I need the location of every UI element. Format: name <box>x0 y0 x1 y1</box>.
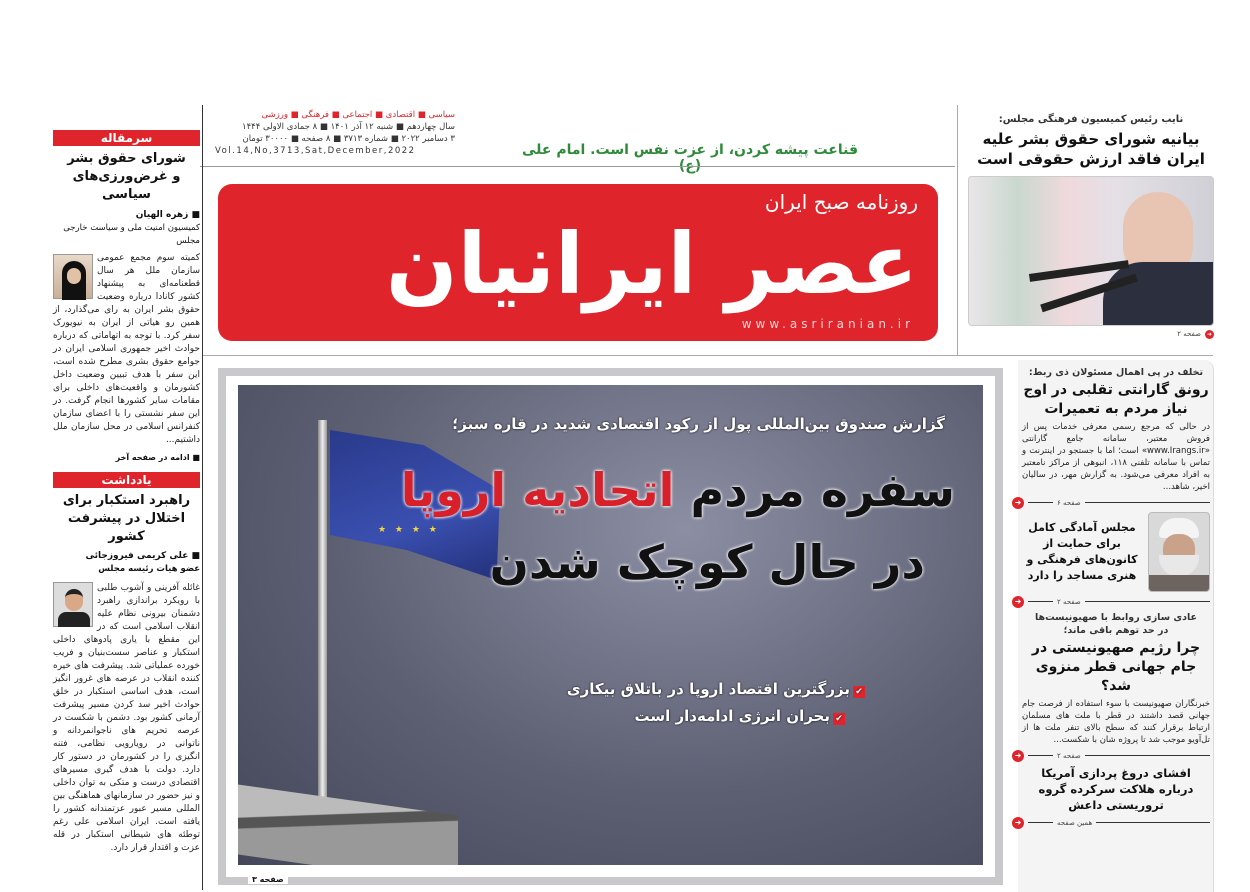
column-divider <box>957 105 958 355</box>
bullet-item: ✔بزرگترین اقتصاد اروپا در باتلاق بیکاری <box>567 676 865 703</box>
author-photo <box>53 254 93 299</box>
section-rule <box>203 355 1213 356</box>
speaker-photo[interactable] <box>968 176 1214 326</box>
story5-page-ref[interactable]: ➜ همین صفحه <box>1012 816 1210 829</box>
main-kicker: گزارش صندوق بین‌المللی پول از رکود اقتصادی شدید در قاره سبز؛ <box>452 415 945 433</box>
newspaper-logo <box>218 184 938 341</box>
main-photo-frame <box>218 368 1003 885</box>
arrow-icon: ➜ <box>1012 596 1024 608</box>
note-author-role: عضو هیات رئیسه مجلس <box>98 564 200 575</box>
arrow-icon: ➜ <box>1206 330 1213 338</box>
logo-tagline: روزنامه صبح ایران <box>764 190 918 214</box>
opinion-note <box>53 472 200 856</box>
top-story-title[interactable]: بیانیه شورای حقوق بشر علیه ایران فاقد ارزش حقوقی است <box>977 130 1205 169</box>
story-isis <box>1012 765 1210 813</box>
editorial-label: سرمقاله <box>53 130 200 146</box>
main-headline-line2[interactable]: در حال کوچک شدن <box>489 535 925 589</box>
editorial <box>53 130 200 464</box>
headline-part1: سفره مردم <box>674 463 955 517</box>
story2-kicker: تخلف در پی اهمال مسئولان ذی ربط: <box>1028 367 1204 378</box>
story-guarantee <box>1012 366 1210 493</box>
right-top-story <box>968 114 1214 341</box>
check-icon: ✔ <box>833 713 845 725</box>
arrow-icon: ➜ <box>1012 817 1024 829</box>
story5-title[interactable]: افشای دروغ پردازی آمریکا درباره هلاکت سرکرده گروه تروریستی داعش <box>1038 766 1194 812</box>
main-headline[interactable] <box>401 460 955 520</box>
story2-page-ref[interactable]: ➜ صفحه ۶ <box>1012 496 1210 509</box>
bullet-item: ✔بحران انرژی ادامه‌دار است <box>567 703 865 730</box>
author-photo <box>53 582 93 627</box>
headline-highlight: اتحادیه اروپا <box>400 463 675 517</box>
top-story-page-ref[interactable]: ➜ صفحه ۲ <box>1177 330 1213 338</box>
column-divider <box>202 105 203 890</box>
story4-page-ref[interactable]: ➜ صفحه ۲ <box>1012 749 1210 762</box>
building-edge <box>238 785 458 865</box>
story-mosques <box>1012 512 1210 592</box>
check-icon: ✔ <box>853 686 865 698</box>
cleric-photo[interactable] <box>1148 512 1210 592</box>
story-world-cup <box>1012 611 1210 746</box>
date-line-en: Vol.14,No,3713,Sat,December,2022 <box>215 146 416 156</box>
logo-url: www.asriranian.ir <box>741 317 914 331</box>
masthead-info <box>215 110 455 156</box>
main-photo-eu-flag[interactable] <box>238 385 983 865</box>
story2-body: در حالی که مرجع رسمی معرفی خدمات پس از فروش معتبر، سامانه جامع گارانتی «www.Irangs.ir» است؛ اما با جستجو در اینترنت و تماس با سامانه تلفنی ۱۱۸، انبوهی از مراکز نامعتبر به افراد معرفی می‌شود. به گزارش مهر، در سالیان اخیر، شاهد... <box>1022 422 1210 492</box>
note-title[interactable]: راهبرد استکبار برای اختلال در پیشرفت کشور <box>62 492 191 544</box>
masthead-quote: قناعت پیشه کردن، از عزت نفس است. امام علی (ع) <box>522 142 858 174</box>
story3-page-ref[interactable]: ➜ صفحه ۲ <box>1012 595 1210 608</box>
editorial-author: ■ زهره الهیان <box>135 209 200 220</box>
note-label: یادداشت <box>53 472 200 488</box>
left-column <box>53 130 200 855</box>
editorial-author-role: کمیسیون امنیت ملی و سیاست خارجی مجلس <box>63 222 200 246</box>
note-body: غائله آفرینی و آشوب طلبی با رویکرد براندازی راهبرد دشمنان بیرونی نظام علیه انقلاب اسلامی است که در این مقطع با یاری پادوهای داخلی استکبار و عناصر سست‌بنیان و فریب خورده عملیاتی شد. پیشرفت های خیره کننده انقلاب در عرصه های غرور انگیز است، هدف اساسی استکبار در خلق حوادث اخیر سد کردن مسیر پیشرفت آرمانی کشور بود. دشمن با شکست در عرصه تحریم های ناجوانمردانه و ناتوانی در رویارویی نظامی، فتنه انگیزی را در کشورمان در دستور کار دارد. دولت با هدف گیری مسیرهای اقتصادی درست و متکی به توان داخلی و نیز حضور در سازمانهای هماهنگی بین المللی مسیر عبور عزتمندانه کشور را یافته است. ایران اسلامی علی رغم توطئه های شیطانی استکبار در قله عزت و اقتدار قرار دارد. <box>53 583 200 854</box>
story3-title[interactable]: مجلس آمادگی کامل برای حمایت از کانون‌های فرهنگی و هنری مساجد را دارد <box>1026 521 1138 582</box>
note-author: ■ علی کریمی فیروزجائی <box>85 551 200 562</box>
arrow-icon: ➜ <box>1012 750 1024 762</box>
continued-link[interactable]: ■ ادامه در صفحه آخر <box>115 452 200 462</box>
editorial-body: کمیته سوم مجمع عمومی سازمان ملل هر سال قطعنامه‌ای به پیشنهاد کشور کانادا درباره وضعیت حقوق بشر ایران به رای می‌گذارد، از همین رو هیاتی از ایران به نیویورک سفر کرد. با توجه به اتهاماتی که درباره حوادث اخیر جمهوری اسلامی ایران در جوامع حقوق بشری مطرح شده است، این سفر با هدف تبیین وضعیت داخل کشورمان و واقعیت‌های داخلی برای مقامات سایر کشورها انجام گرفت. در این سفر نشستی را با اعضای سازمان کنفرانس اسلامی در محل سازمان ملل داشتیم... <box>53 252 200 445</box>
story4-body: خبرنگاران صهیونیست با سوء استفاده از فرصت جام جهانی قصد داشتند در قطر با ملت های مسلمان ارتباط برقرار کنند که سطح بالای تنفر ملت ها از تل‌آویو موجب شد تا پروژه شان با شکست... <box>1022 699 1210 745</box>
editorial-title[interactable]: شورای حقوق بشر و غرض‌ورزی‌های سیاسی <box>67 151 186 203</box>
header-rule <box>200 166 955 167</box>
main-page-ref[interactable]: صفحه ۳ <box>248 875 288 884</box>
story2-title[interactable]: رونق گارانتی تقلبی در اوج نیاز مردم به تعمیرات <box>1023 382 1209 417</box>
flag-stars: ★ ★ ★ ★ <box>378 525 440 535</box>
story4-title[interactable]: چرا رژیم صهیونیستی در جام جهانی قطر منزوی شد؟ <box>1031 640 1201 694</box>
arrow-icon: ➜ <box>1012 497 1024 509</box>
date-line-1: سال چهاردهم ■ شنبه ۱۲ آذر ۱۴۰۱ ■ ۸ جمادی الاولی ۱۴۴۴ <box>242 122 455 132</box>
sections-line: سیاسی ■ اقتصادی ■ اجتماعی ■ فرهنگی ■ ورزشی <box>261 110 455 120</box>
right-news-column <box>1012 366 1210 829</box>
logo-name: عصر ایرانیان <box>385 215 918 313</box>
story4-kicker: عادی سازی روابط با صهیونیست‌ها در حد توهم باقی ماند؛ <box>1034 612 1198 636</box>
top-story-kicker: نایب رئیس کمیسیون فرهنگی مجلس: <box>998 114 1184 125</box>
main-bullets <box>567 676 865 730</box>
date-line-2: ۳ دسامبر ۲۰۲۲ ■ شماره ۳۷۱۳ ■ ۸ صفحه ■ ۳۰۰۰۰ تومان <box>242 134 455 144</box>
